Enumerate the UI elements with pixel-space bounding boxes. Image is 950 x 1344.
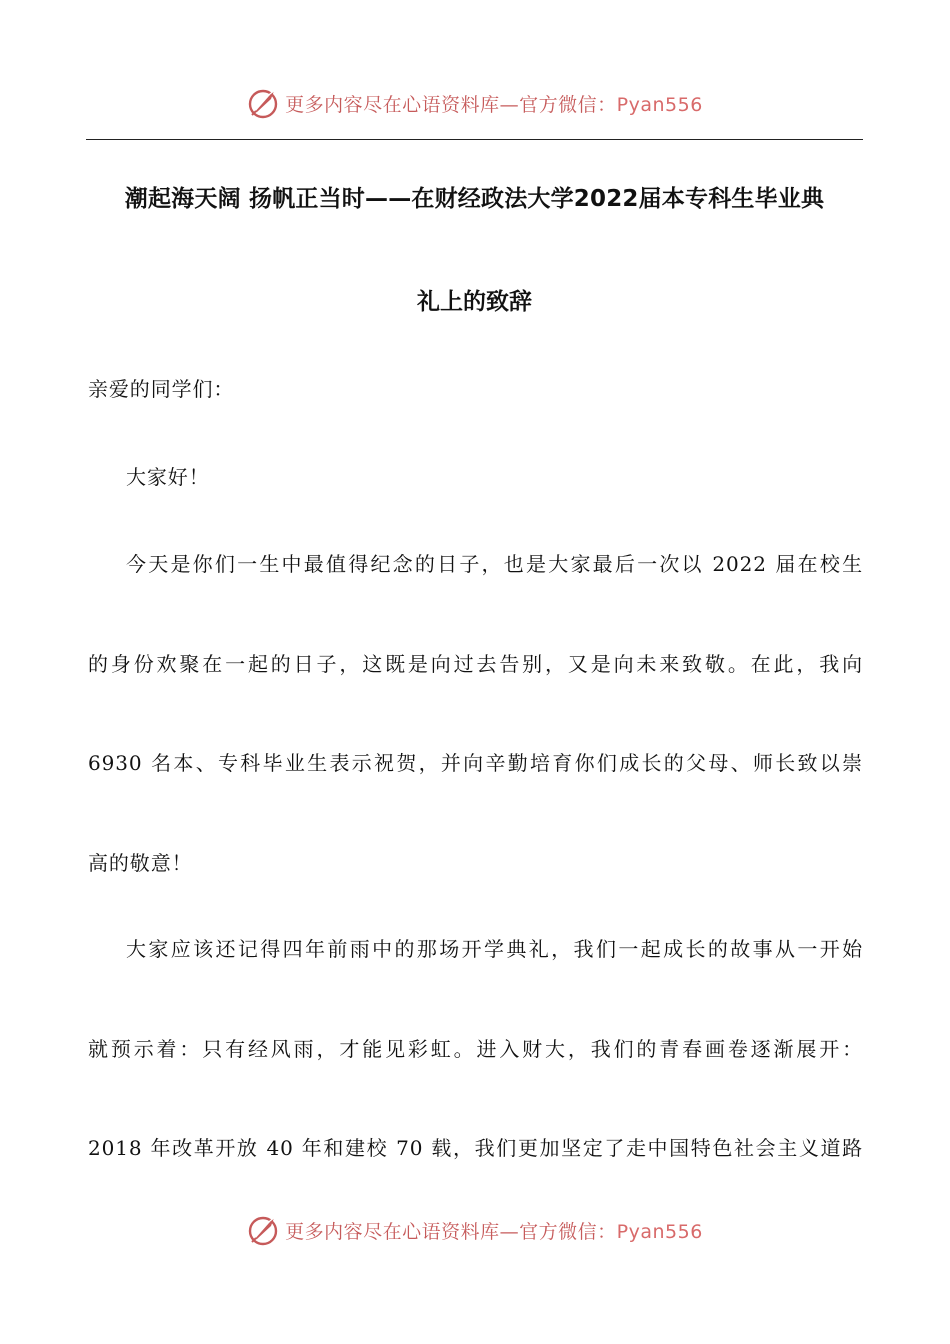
- banner-label: 更多内容尽在心语资料库—官方微信：: [285, 1220, 617, 1243]
- banner-text: [285, 90, 703, 117]
- banner-label: 更多内容尽在心语资料库—官方微信：: [285, 93, 617, 116]
- body-line-6: 就预示着：只有经风雨，才能见彩虹。进入财大，我们的青春画卷逐渐展开：: [88, 1037, 863, 1061]
- quill-logo-icon: [247, 86, 281, 120]
- body-line-3: 6930 名本、专科毕业生表示祝贺，并向辛勤培育你们成长的父母、师长致以崇: [88, 751, 863, 775]
- wechat-id: Pyan556: [616, 93, 703, 116]
- footer-watermark-banner: [0, 1210, 950, 1250]
- document-title-line-2: 礼上的致辞: [417, 289, 532, 315]
- banner-text: [285, 1217, 703, 1244]
- greeting: 大家好！: [126, 465, 210, 489]
- body-line-4: 高的敬意！: [88, 851, 193, 875]
- body-line-5: 大家应该还记得四年前雨中的那场开学典礼，我们一起成长的故事从一开始: [126, 937, 863, 961]
- salutation: 亲爱的同学们：: [88, 377, 235, 401]
- body-line-1: 今天是你们一生中最值得纪念的日子，也是大家最后一次以 2022 届在校生: [126, 552, 863, 576]
- header-watermark-banner: [0, 83, 950, 123]
- quill-logo-icon: [247, 1213, 281, 1247]
- document-title-line-1: 潮起海天阔 扬帆正当时——在财经政法大学2022届本专科生毕业典: [124, 186, 825, 212]
- header-divider: [86, 139, 863, 140]
- body-line-2: 的身份欢聚在一起的日子，这既是向过去告别，又是向未来致敬。在此，我向: [88, 652, 863, 676]
- wechat-id: Pyan556: [616, 1220, 703, 1243]
- body-line-7: 2018 年改革开放 40 年和建校 70 载，我们更加坚定了走中国特色社会主义道路: [88, 1136, 863, 1160]
